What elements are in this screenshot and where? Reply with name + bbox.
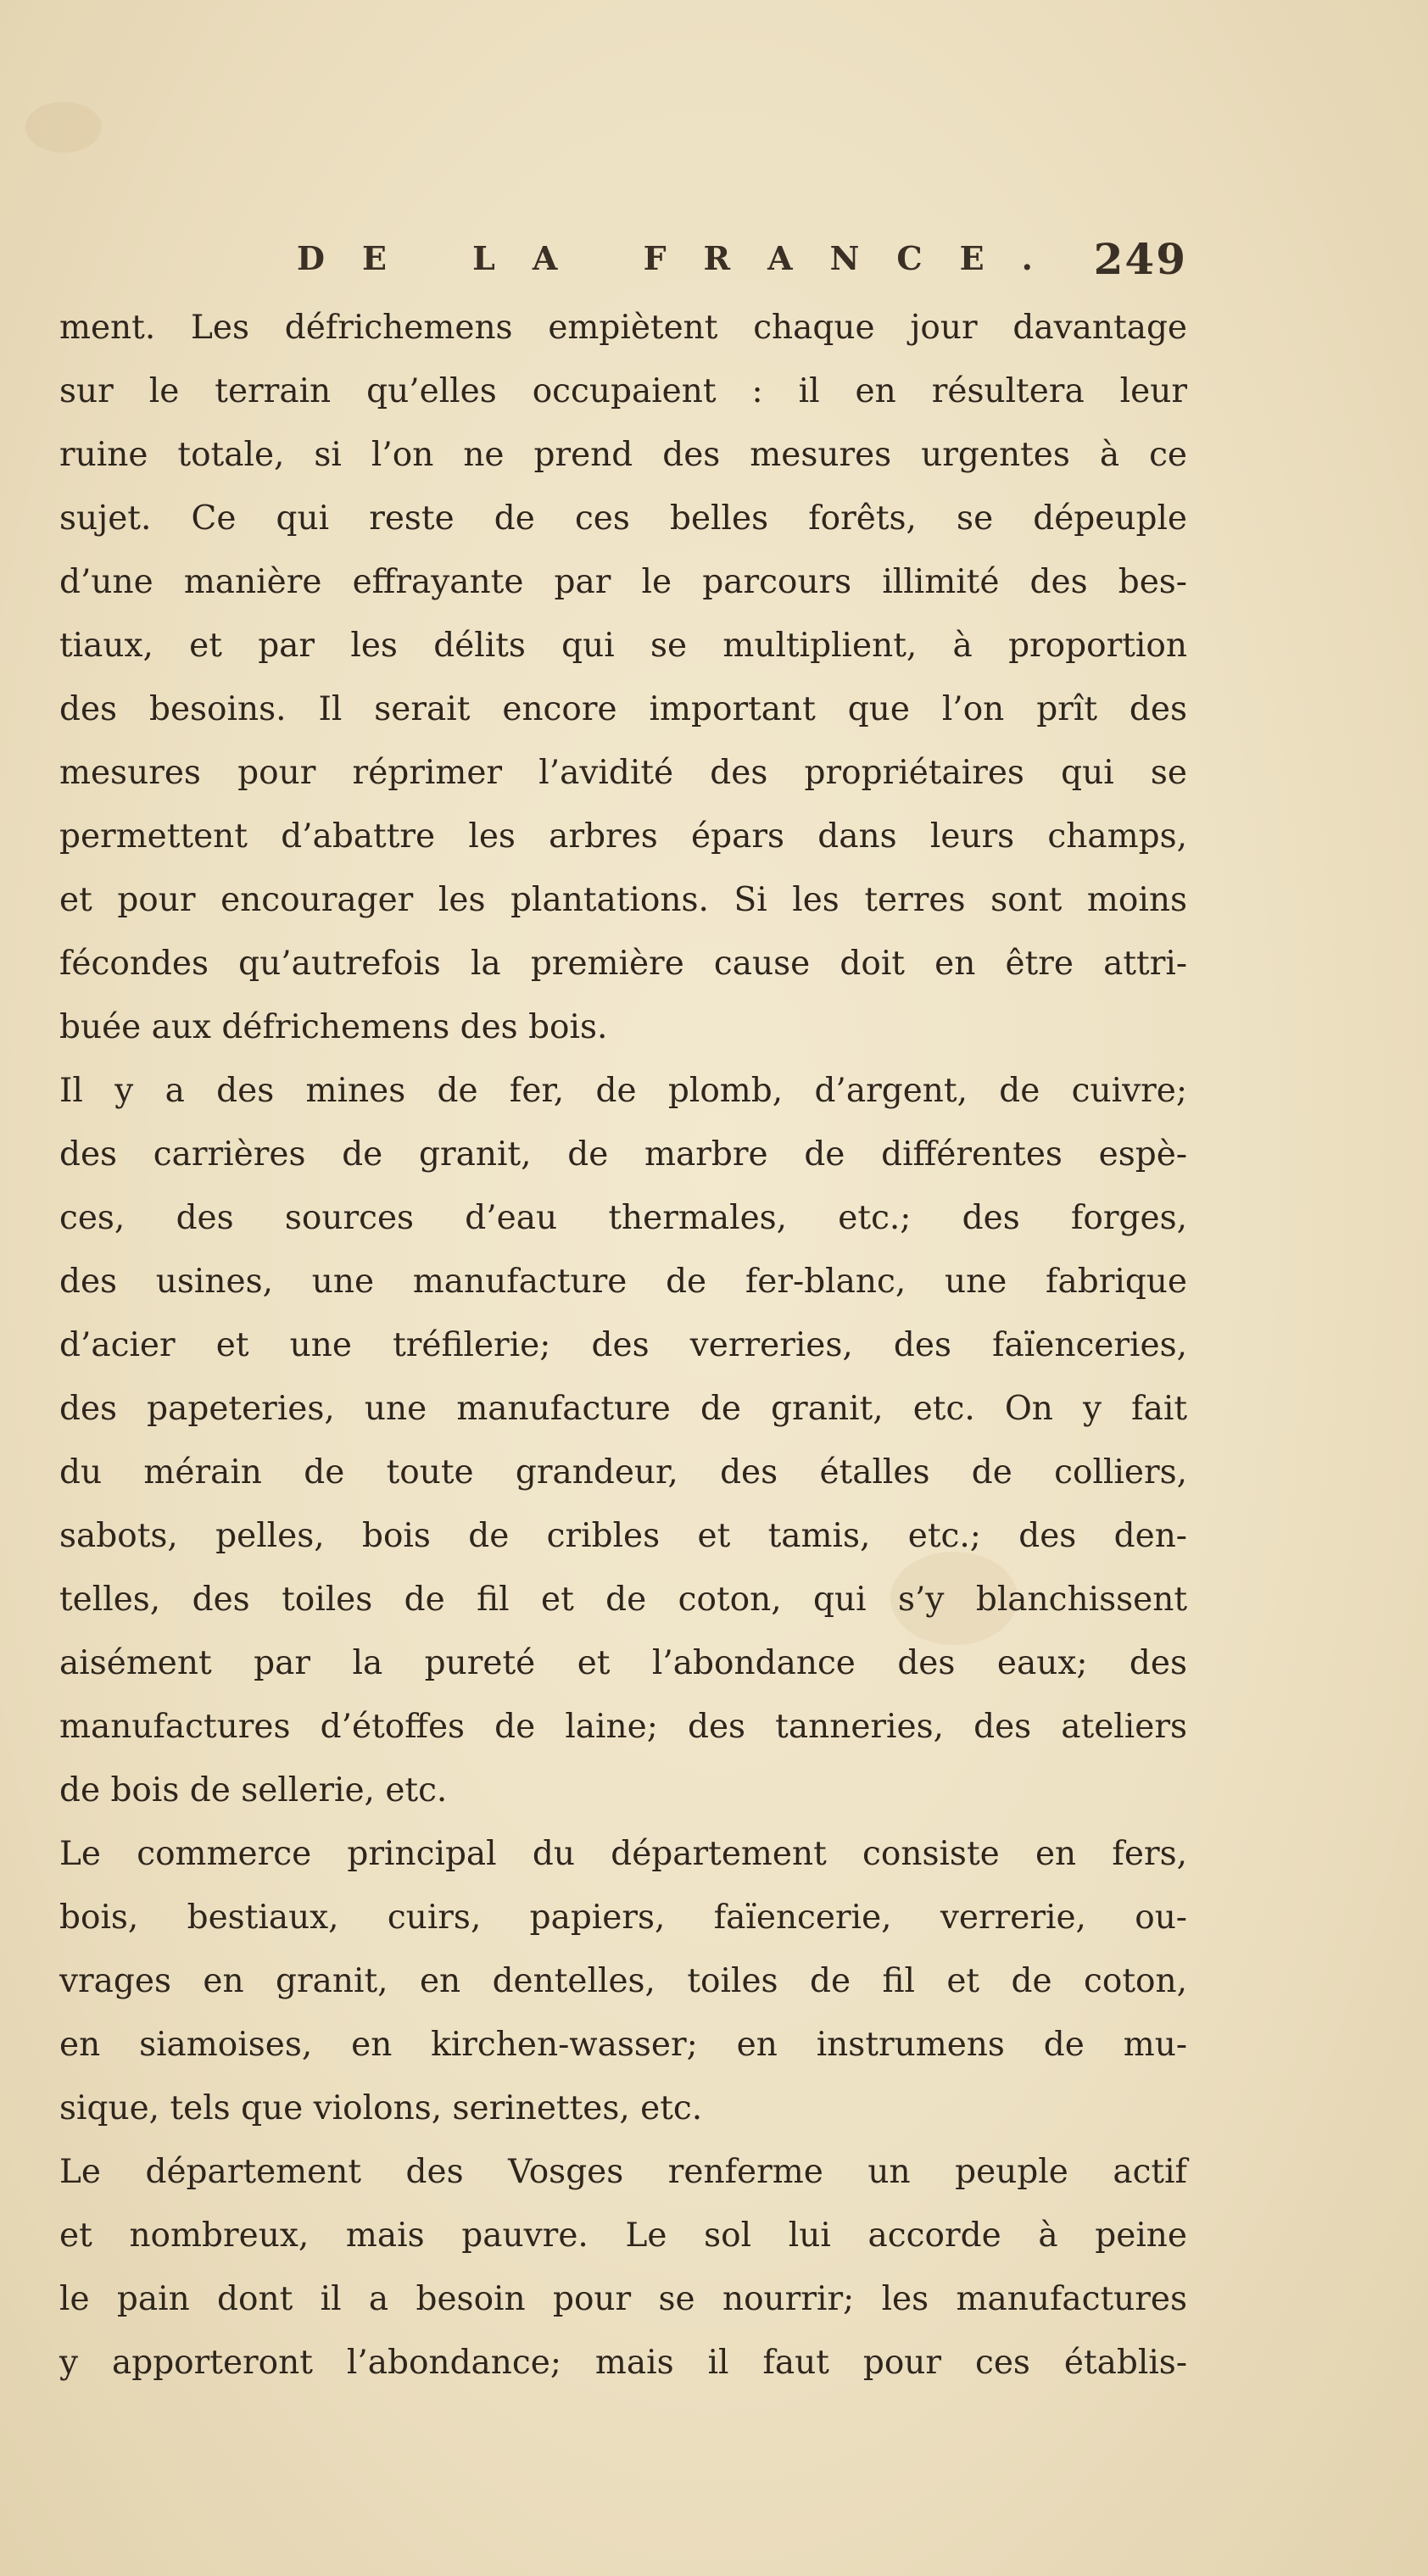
text-line: y apporteront l’abondance; mais il faut pour ces établis- bbox=[59, 2344, 1187, 2382]
text-line: buée aux défrichemens des bois. bbox=[59, 1008, 608, 1046]
text-line: ruine totale, si l’on ne prend des mesures urgentes à ce bbox=[59, 436, 1187, 474]
text-line: mesures pour réprimer l’avidité des propriétaires qui se bbox=[59, 754, 1187, 792]
text-line: et pour encourager les plantations. Si les terres sont moins bbox=[59, 881, 1187, 919]
text-line: d’acier et une tréfilerie; des verreries, des faïenceries, bbox=[59, 1326, 1187, 1364]
text-line: tiaux, et par les délits qui se multiplient, à proportion bbox=[59, 627, 1187, 665]
text-line: de bois de sellerie, etc. bbox=[59, 1771, 448, 1809]
running-head: DE LA FRANCE. bbox=[297, 239, 1070, 277]
text-line: et nombreux, mais pauvre. Le sol lui accorde à peine bbox=[59, 2216, 1187, 2255]
text-line: sique, tels que violons, serinettes, etc. bbox=[59, 2089, 703, 2127]
text-line: sujet. Ce qui reste de ces belles forêts, se dépeuple bbox=[59, 499, 1187, 538]
text-line: des papeteries, une manufacture de granit, etc. On y fait bbox=[59, 1390, 1187, 1428]
paper-stain bbox=[25, 102, 102, 153]
page-header bbox=[297, 234, 1187, 290]
text-line: sabots, pelles, bois de cribles et tamis, etc.; des den- bbox=[59, 1517, 1187, 1555]
text-line: bois, bestiaux, cuirs, papiers, faïencerie, verrerie, ou- bbox=[59, 1899, 1187, 1937]
text-line: manufactures d’étoffes de laine; des tanneries, des ateliers bbox=[59, 1708, 1187, 1746]
text-line: telles, des toiles de fil et de coton, qui s’y blanchissent bbox=[59, 1581, 1187, 1619]
text-line: Il y a des mines de fer, de plomb, d’argent, de cuivre; bbox=[59, 1072, 1187, 1110]
page-number: 249 bbox=[1093, 234, 1187, 284]
text-line: des besoins. Il serait encore important que l’on prît des bbox=[59, 690, 1187, 728]
text-line: fécondes qu’autrefois la première cause doit en être attri- bbox=[59, 945, 1187, 983]
text-line: permettent d’abattre les arbres épars dans leurs champs, bbox=[59, 817, 1187, 856]
text-line: des usines, une manufacture de fer-blanc, une fabrique bbox=[59, 1263, 1187, 1301]
text-line: Le département des Vosges renferme un peuple actif bbox=[59, 2153, 1187, 2191]
text-line: du mérain de toute grandeur, des étalles de colliers, bbox=[59, 1453, 1187, 1492]
text-line: aisément par la pureté et l’abondance des eaux; des bbox=[59, 1644, 1187, 1682]
text-line: vrages en granit, en dentelles, toiles de fil et de coton, bbox=[59, 1962, 1187, 2000]
text-line: ment. Les défrichemens empiètent chaque jour davantage bbox=[59, 309, 1187, 347]
text-line: d’une manière effrayante par le parcours illimité des bes- bbox=[59, 563, 1187, 601]
text-line: sur le terrain qu’elles occupaient : il en résultera leur bbox=[59, 372, 1187, 410]
text-line: Le commerce principal du département consiste en fers, bbox=[59, 1835, 1187, 1873]
text-line: des carrières de granit, de marbre de différentes espè- bbox=[59, 1135, 1187, 1174]
text-line: en siamoises, en kirchen-wasser; en instrumens de mu- bbox=[59, 2026, 1187, 2064]
text-line: le pain dont il a besoin pour se nourrir; les manufactures bbox=[59, 2280, 1187, 2318]
text-line: ces, des sources d’eau thermales, etc.; des forges, bbox=[59, 1199, 1187, 1237]
